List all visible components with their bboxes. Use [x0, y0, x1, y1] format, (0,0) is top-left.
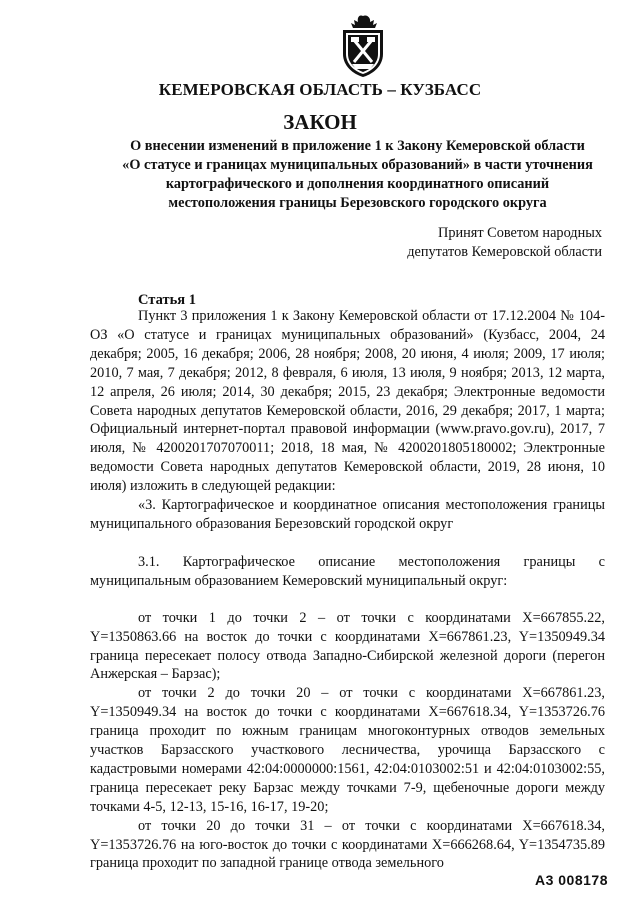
article-paragraph: Пункт 3 приложения 1 к Закону Кемеровской области от 17.12.2004 № 104-ОЗ «О статусе и границах муниципальных образований» (Кузбасс, 2004, 24 декабря; 2005, 16 декабря; 2006, 28 ноября; 2008, 20 июня, 4 июля; 2009, 17 июля; 2010, 7 мая, 7 декабря; 2012, 8 февраля, 6 июля, 13 июля, 9 ноября; 2013, 12 марта, 12 апреля, 26 июля; 2014, 30 декабря; 2015, 23 декабря; Электронные ведомости Совета народных депутатов Кемеровской области, 2016, 29 декабря; 2017, 1 марта; Официальный интернет-портал правовой информации (www.pravo.gov.ru), 2017, 7 июля, № 4200201707070011; 2018, 18 мая, № 4200201805180002; Электронные ведомости Совета народных депутатов Кемеровской области, 2019, 28 июня, 10 июля) изложить в следующей редакции: — [90, 308, 605, 495]
law-title-line: картографического и дополнения координатного описаний — [165, 176, 550, 192]
law-title-line: О внесении изменений в приложение 1 к Закону Кемеровской области — [130, 138, 585, 154]
article-paragraph: от точки 20 до точки 31 – от точки с координатами X=667618.34, Y=1353726.76 на юго-восток до точки с координатами X=666268.64, Y=1354735.89 граница проходит по западной границе отвода земельного — [90, 817, 605, 872]
adoption-note — [407, 224, 602, 262]
article-body — [90, 307, 605, 873]
article-paragraph: от точки 1 до точки 2 – от точки с координатами X=667855.22, Y=1350863.66 на восток до точки с координатами X=667861.23, Y=1350949.34 граница пересекает полосу отвода Западно-Сибирской железной дороги (перегон Анжерская – Барзас); — [90, 609, 605, 683]
region-heading: КЕМЕРОВСКАЯ ОБЛАСТЬ – КУЗБАСС — [158, 80, 482, 99]
law-title — [90, 137, 625, 213]
article-paragraph: от точки 2 до точки 20 – от точки с координатами X=667861.23, Y=1350949.34 на восток до точки с координатами X=667618.34, Y=1353726.76 граница проходит по южным границам многоконтурных отводов земельных участков Барзасского участкового лесничества, урочища Барзасского с кадастровыми номерами 42:04:0000000:1561, 42:04:0103002:51 и 42:04:0103002:55, граница пересекает реку Барзас между точками 7-9, щебеночные дороги между точками 4-5, 12-13, 15-16, 16-17, 19-20; — [90, 685, 605, 815]
document-type-heading: ЗАКОН — [283, 110, 357, 134]
law-title-line: местоположения границы Березовского городского округа — [168, 195, 547, 211]
article-heading: Статья 1 — [138, 292, 196, 308]
coat-of-arms-icon — [337, 14, 389, 78]
adoption-note-line: депутатов Кемеровской области — [407, 244, 602, 260]
law-title-line: «О статусе и границах муниципальных образований» в части уточнения — [122, 157, 593, 173]
adoption-note-line: Принят Советом народных — [438, 225, 602, 241]
article-paragraph: 3.1. Картографическое описание местоположения границы с муниципальным образованием Кемеровский муниципальный округ: — [90, 553, 605, 589]
serial-number: А3 008178 — [534, 872, 608, 888]
article-paragraph: «3. Картографическое и координатное описания местоположения границы муниципального образования Березовский городской округ — [90, 497, 605, 532]
